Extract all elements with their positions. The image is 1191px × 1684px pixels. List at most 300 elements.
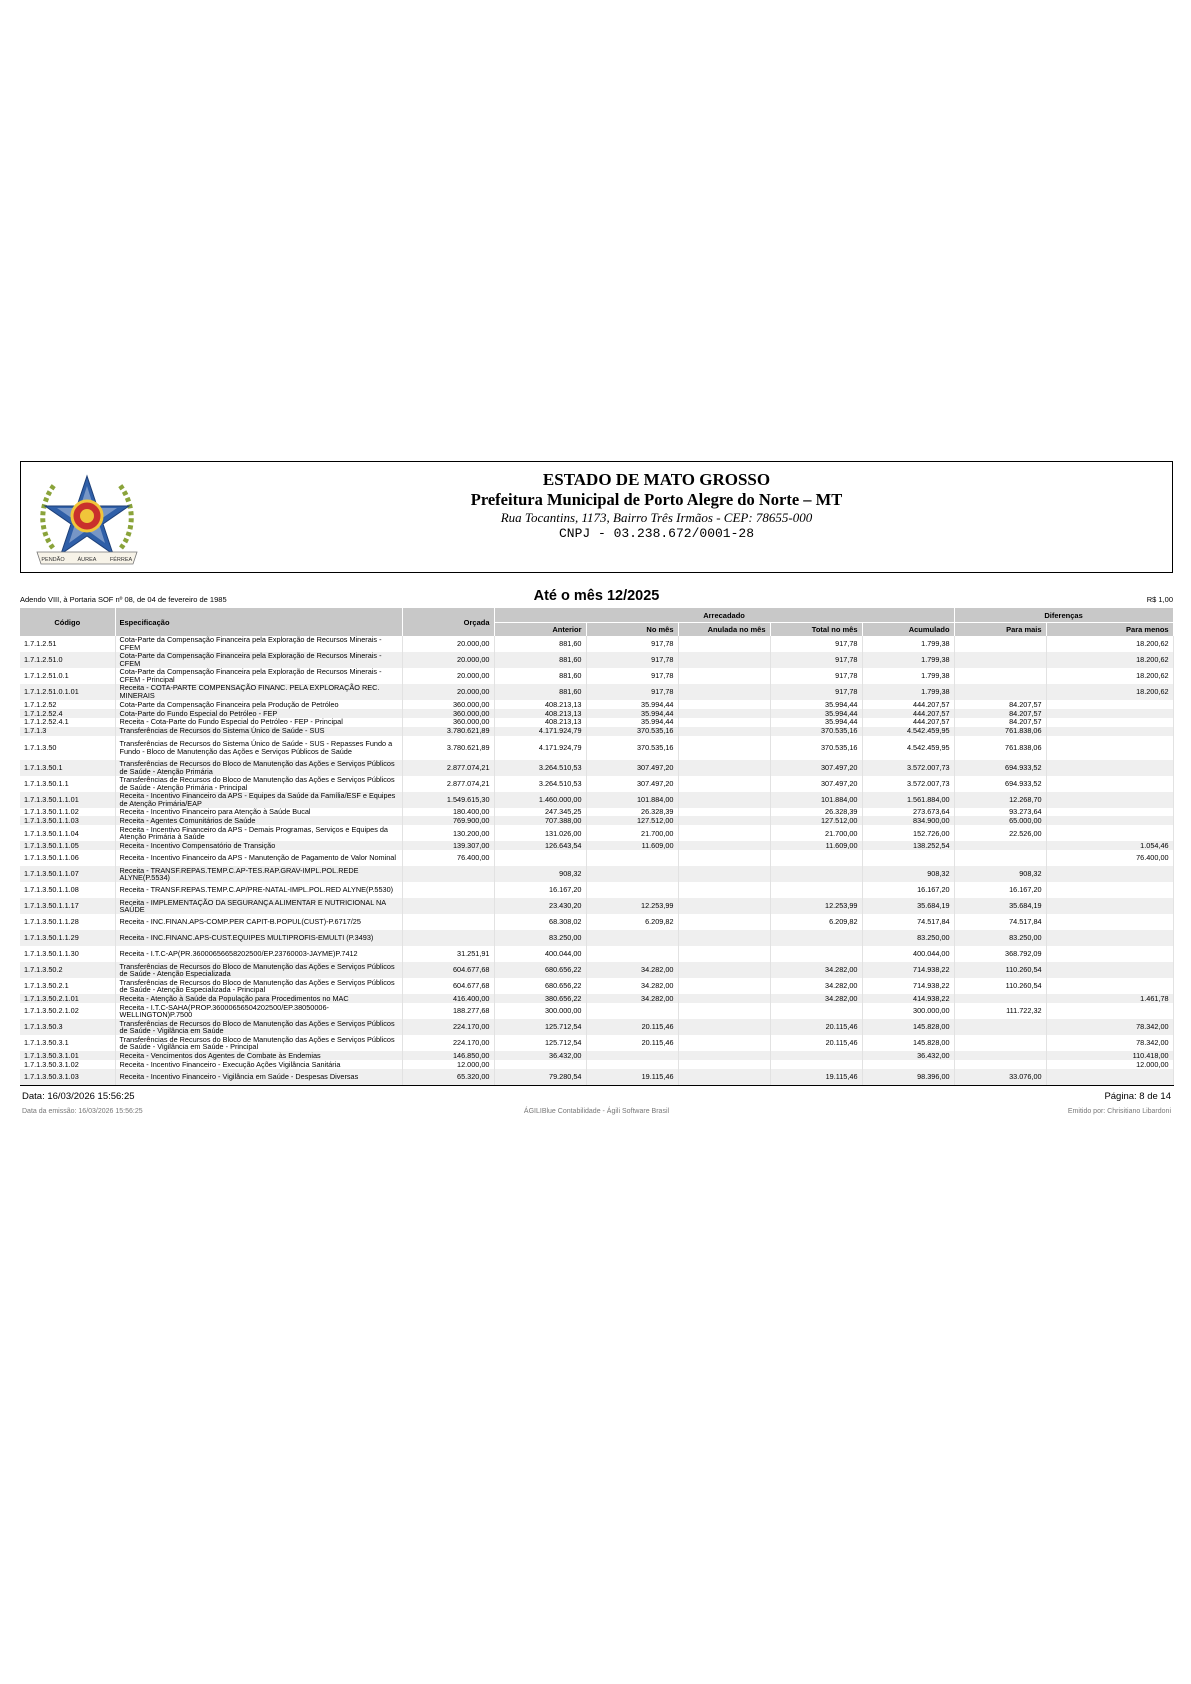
cell-anulada-no-mes xyxy=(678,776,770,792)
cell-no-mes xyxy=(586,850,678,866)
cell-anterior: 36.432,00 xyxy=(494,1051,586,1060)
table-row xyxy=(20,736,1173,760)
cell-orcada: 188.277,68 xyxy=(402,1003,494,1019)
cell-codigo: 1.7.1.3.50.3.1.01 xyxy=(20,1051,115,1060)
cell-no-mes: 917,78 xyxy=(586,636,678,652)
cell-para-menos xyxy=(1046,808,1173,817)
cell-especificacao: Receita - IMPLEMENTAÇÃO DA SEGURANÇA ALIMENTAR E NUTRICIONAL NA SAÚDE xyxy=(115,898,402,914)
table-row xyxy=(20,882,1173,898)
cell-acumulado: 834.900,00 xyxy=(862,816,954,825)
cell-especificacao: Receita - Cota-Parte do Fundo Especial do Petróleo - FEP - Principal xyxy=(115,718,402,727)
cell-anterior: 83.250,00 xyxy=(494,930,586,946)
cell-para-menos xyxy=(1046,866,1173,882)
cell-codigo: 1.7.1.2.51.0 xyxy=(20,652,115,668)
cell-no-mes: 917,78 xyxy=(586,684,678,700)
cell-para-mais: 84.207,57 xyxy=(954,709,1046,718)
cell-para-mais: 761.838,06 xyxy=(954,727,1046,736)
cell-anterior: 125.712,54 xyxy=(494,1019,586,1035)
cell-total-no-mes xyxy=(770,1051,862,1060)
cell-codigo: 1.7.1.3.50.2.1.01 xyxy=(20,994,115,1003)
cell-orcada: 3.780.621,89 xyxy=(402,736,494,760)
cell-para-mais: 33.076,00 xyxy=(954,1069,1046,1086)
cell-total-no-mes: 370.535,16 xyxy=(770,736,862,760)
cell-anterior: 1.460.000,00 xyxy=(494,792,586,808)
cell-acumulado: 444.207,57 xyxy=(862,709,954,718)
cell-total-no-mes: 35.994,44 xyxy=(770,709,862,718)
table-row xyxy=(20,727,1173,736)
cell-especificacao: Cota-Parte do Fundo Especial do Petróleo - FEP xyxy=(115,709,402,718)
cell-para-mais: 74.517,84 xyxy=(954,914,1046,930)
cell-anterior: 79.280,54 xyxy=(494,1069,586,1086)
cell-orcada xyxy=(402,914,494,930)
cell-anterior: 908,32 xyxy=(494,866,586,882)
cell-codigo: 1.7.1.3.50.2 xyxy=(20,962,115,978)
cell-anterior: 881,60 xyxy=(494,652,586,668)
table-row xyxy=(20,1060,1173,1069)
cell-anterior: 3.264.510,53 xyxy=(494,760,586,776)
cell-no-mes: 6.209,82 xyxy=(586,914,678,930)
cell-total-no-mes: 34.282,00 xyxy=(770,978,862,994)
letterhead xyxy=(20,461,1173,573)
cell-anterior: 881,60 xyxy=(494,668,586,684)
cell-no-mes: 307.497,20 xyxy=(586,760,678,776)
cell-especificacao: Receita - Incentivo Compensatório de Transição xyxy=(115,841,402,850)
cell-especificacao: Receita - COTA-PARTE COMPENSAÇÃO FINANC. PELA EXPLORAÇÃO REC. MINERAIS xyxy=(115,684,402,700)
cell-no-mes: 20.115,46 xyxy=(586,1019,678,1035)
cell-para-mais: 65.000,00 xyxy=(954,816,1046,825)
cell-anulada-no-mes xyxy=(678,1051,770,1060)
cell-no-mes: 101.884,00 xyxy=(586,792,678,808)
cell-especificacao: Cota-Parte da Compensação Financeira pela Produção de Petróleo xyxy=(115,700,402,709)
cell-total-no-mes: 6.209,82 xyxy=(770,914,862,930)
cell-no-mes: 35.994,44 xyxy=(586,700,678,709)
cell-anulada-no-mes xyxy=(678,727,770,736)
table-row xyxy=(20,825,1173,841)
cell-no-mes: 127.512,00 xyxy=(586,816,678,825)
cell-para-menos: 110.418,00 xyxy=(1046,1051,1173,1060)
cell-anterior: 300.000,00 xyxy=(494,1003,586,1019)
cell-anterior: 4.171.924,79 xyxy=(494,736,586,760)
cell-anulada-no-mes xyxy=(678,700,770,709)
cell-total-no-mes xyxy=(770,946,862,962)
cell-anulada-no-mes xyxy=(678,946,770,962)
table-row xyxy=(20,866,1173,882)
cell-no-mes: 370.535,16 xyxy=(586,736,678,760)
cell-acumulado: 400.044,00 xyxy=(862,946,954,962)
cell-para-mais xyxy=(954,1035,1046,1051)
table-row xyxy=(20,684,1173,700)
cell-codigo: 1.7.1.3.50 xyxy=(20,736,115,760)
cell-no-mes: 917,78 xyxy=(586,668,678,684)
cell-no-mes xyxy=(586,882,678,898)
table-row xyxy=(20,850,1173,866)
currency-unit: R$ 1,00 xyxy=(1146,595,1173,604)
cell-orcada xyxy=(402,930,494,946)
cell-para-mais: 84.207,57 xyxy=(954,700,1046,709)
cell-especificacao: Receita - INC.FINANC.APS-CUST.EQUIPES MULTIPROFIS-EMULTI (P.3493) xyxy=(115,930,402,946)
cell-anulada-no-mes xyxy=(678,636,770,652)
cell-para-mais: 908,32 xyxy=(954,866,1046,882)
cell-codigo: 1.7.1.2.52.4.1 xyxy=(20,718,115,727)
cell-orcada: 224.170,00 xyxy=(402,1019,494,1035)
table-row xyxy=(20,1003,1173,1019)
cell-acumulado: 4.542.459,95 xyxy=(862,736,954,760)
cell-orcada: 31.251,91 xyxy=(402,946,494,962)
cell-total-no-mes: 20.115,46 xyxy=(770,1035,862,1051)
cell-no-mes: 307.497,20 xyxy=(586,776,678,792)
cell-orcada: 20.000,00 xyxy=(402,684,494,700)
cell-anulada-no-mes xyxy=(678,1060,770,1069)
table-row xyxy=(20,1019,1173,1035)
table-row xyxy=(20,668,1173,684)
cell-anulada-no-mes xyxy=(678,808,770,817)
cell-anterior xyxy=(494,1060,586,1069)
legal-reference: Adendo VIII, à Portaria SOF nº 08, de 04 de fevereiro de 1985 xyxy=(20,595,227,604)
cell-anterior: 408.213,13 xyxy=(494,709,586,718)
cell-anterior xyxy=(494,850,586,866)
cell-acumulado: 444.207,57 xyxy=(862,718,954,727)
cell-codigo: 1.7.1.3.50.3.1.02 xyxy=(20,1060,115,1069)
cell-orcada: 360.000,00 xyxy=(402,718,494,727)
cell-codigo: 1.7.1.3.50.2.1.02 xyxy=(20,1003,115,1019)
table-row xyxy=(20,978,1173,994)
cell-no-mes: 12.253,99 xyxy=(586,898,678,914)
cell-orcada: 180.400,00 xyxy=(402,808,494,817)
cell-para-menos xyxy=(1046,825,1173,841)
report-page xyxy=(20,461,1173,1118)
cell-para-mais: 110.260,54 xyxy=(954,962,1046,978)
cell-anulada-no-mes xyxy=(678,792,770,808)
cell-acumulado: 152.726,00 xyxy=(862,825,954,841)
cell-no-mes: 11.609,00 xyxy=(586,841,678,850)
cell-para-menos xyxy=(1046,946,1173,962)
cell-codigo: 1.7.1.3.50.1.1.28 xyxy=(20,914,115,930)
cell-para-mais xyxy=(954,652,1046,668)
cell-para-menos: 1.054,46 xyxy=(1046,841,1173,850)
cell-orcada: 224.170,00 xyxy=(402,1035,494,1051)
prefecture-name: Prefeitura Municipal de Porto Alegre do Norte – MT xyxy=(470,490,843,509)
cell-acumulado: 138.252,54 xyxy=(862,841,954,850)
cell-para-mais: 111.722,32 xyxy=(954,1003,1046,1019)
header-no-mes: No mês xyxy=(586,623,678,637)
cell-especificacao: Transferências de Recursos do Bloco de Manutenção das Ações e Serviços Públicos de Saúde - Atenção Especializada - Principal xyxy=(115,978,402,994)
cell-no-mes: 35.994,44 xyxy=(586,718,678,727)
cell-codigo: 1.7.1.3.50.3.1 xyxy=(20,1035,115,1051)
cell-total-no-mes: 917,78 xyxy=(770,668,862,684)
cell-total-no-mes: 35.994,44 xyxy=(770,718,862,727)
footer-date: Data: 16/03/2026 15:56:25 xyxy=(22,1090,135,1102)
cell-total-no-mes: 101.884,00 xyxy=(770,792,862,808)
cell-anterior: 131.026,00 xyxy=(494,825,586,841)
header-anterior: Anterior xyxy=(494,623,586,637)
cell-no-mes: 34.282,00 xyxy=(586,978,678,994)
table-row xyxy=(20,898,1173,914)
table-row xyxy=(20,652,1173,668)
cell-especificacao: Transferências de Recursos do Sistema Único de Saúde - SUS xyxy=(115,727,402,736)
cell-para-mais xyxy=(954,1051,1046,1060)
cell-anterior: 680.656,22 xyxy=(494,978,586,994)
cell-anulada-no-mes xyxy=(678,709,770,718)
cell-codigo: 1.7.1.3.50.2.1 xyxy=(20,978,115,994)
report-period: Até o mês 12/2025 xyxy=(533,588,660,604)
cell-anulada-no-mes xyxy=(678,816,770,825)
cell-anterior: 408.213,13 xyxy=(494,700,586,709)
table-row xyxy=(20,946,1173,962)
cell-anterior: 126.643,54 xyxy=(494,841,586,850)
cell-especificacao: Receita - I.T.C-AP(PR.36000656658202500/EP.23760003-JAYME)P.7412 xyxy=(115,946,402,962)
cell-orcada: 416.400,00 xyxy=(402,994,494,1003)
cell-para-menos: 1.461,78 xyxy=(1046,994,1173,1003)
cell-para-menos xyxy=(1046,792,1173,808)
cell-no-mes xyxy=(586,930,678,946)
cell-codigo: 1.7.1.2.51.0.1 xyxy=(20,668,115,684)
header-total-no-mes: Total no mês xyxy=(770,623,862,637)
cell-anulada-no-mes xyxy=(678,994,770,1003)
cell-especificacao: Transferências de Recursos do Bloco de Manutenção das Ações e Serviços Públicos de Saúde - Vigilância em Saúde - Principal xyxy=(115,1035,402,1051)
cell-anulada-no-mes xyxy=(678,841,770,850)
cell-para-menos xyxy=(1046,718,1173,727)
cell-acumulado xyxy=(862,1060,954,1069)
cell-anterior: 125.712,54 xyxy=(494,1035,586,1051)
cell-no-mes: 21.700,00 xyxy=(586,825,678,841)
table-row xyxy=(20,914,1173,930)
cell-especificacao: Receita - INC.FINAN.APS-COMP.PER CAPIT-B.POPUL(CUST)-P.6717/25 xyxy=(115,914,402,930)
cell-acumulado: 1.799,38 xyxy=(862,636,954,652)
header-acumulado: Acumulado xyxy=(862,623,954,637)
cell-acumulado: 300.000,00 xyxy=(862,1003,954,1019)
cell-total-no-mes xyxy=(770,1060,862,1069)
cell-especificacao: Transferências de Recursos do Sistema Único de Saúde - SUS - Repasses Fundo a Fundo - Bloco de Manutenção das Ações e Serviços Públicos de Saúde xyxy=(115,736,402,760)
prefecture-cnpj: CNPJ - 03.238.672/0001-28 xyxy=(558,526,755,541)
table-row xyxy=(20,792,1173,808)
table-row xyxy=(20,636,1173,652)
cell-no-mes: 26.328,39 xyxy=(586,808,678,817)
cell-anterior: 400.044,00 xyxy=(494,946,586,962)
cell-para-menos xyxy=(1046,898,1173,914)
cell-no-mes: 34.282,00 xyxy=(586,994,678,1003)
cell-para-menos xyxy=(1046,760,1173,776)
cell-anterior: 680.656,22 xyxy=(494,962,586,978)
cell-total-no-mes: 917,78 xyxy=(770,636,862,652)
cell-codigo: 1.7.1.3.50.1.1.03 xyxy=(20,816,115,825)
cell-codigo: 1.7.1.3.50.3.1.03 xyxy=(20,1069,115,1086)
cell-para-menos: 76.400,00 xyxy=(1046,850,1173,866)
cell-para-menos xyxy=(1046,727,1173,736)
cell-total-no-mes: 127.512,00 xyxy=(770,816,862,825)
emblem-motto-2: ÁUREA xyxy=(77,557,97,563)
cell-acumulado: 16.167,20 xyxy=(862,882,954,898)
cell-anulada-no-mes xyxy=(678,898,770,914)
cell-anulada-no-mes xyxy=(678,866,770,882)
cell-acumulado: 1.561.884,00 xyxy=(862,792,954,808)
cell-especificacao: Receita - TRANSF.REPAS.TEMP.C.AP-TES.RAP.GRAV-IMPL.POL.REDE ALYNE(P.5534) xyxy=(115,866,402,882)
cell-orcada: 360.000,00 xyxy=(402,709,494,718)
cell-total-no-mes: 21.700,00 xyxy=(770,825,862,841)
cell-anulada-no-mes xyxy=(678,652,770,668)
cell-anterior: 881,60 xyxy=(494,684,586,700)
table-row xyxy=(20,841,1173,850)
page-number: Página: 8 de 14 xyxy=(1104,1090,1171,1102)
cell-para-menos xyxy=(1046,962,1173,978)
cell-acumulado: 1.799,38 xyxy=(862,652,954,668)
cell-no-mes: 370.535,16 xyxy=(586,727,678,736)
cell-orcada: 20.000,00 xyxy=(402,668,494,684)
cell-acumulado: 145.828,00 xyxy=(862,1019,954,1035)
cell-especificacao: Transferências de Recursos do Bloco de Manutenção das Ações e Serviços Públicos de Saúde - Atenção Primária xyxy=(115,760,402,776)
cell-total-no-mes: 11.609,00 xyxy=(770,841,862,850)
cell-orcada xyxy=(402,898,494,914)
cell-para-mais: 694.933,52 xyxy=(954,776,1046,792)
issued-by: Emitido por: Chrisitiano Libardoni xyxy=(1067,1107,1171,1115)
cell-total-no-mes xyxy=(770,930,862,946)
cell-orcada: 769.900,00 xyxy=(402,816,494,825)
cell-codigo: 1.7.1.2.51.0.1.01 xyxy=(20,684,115,700)
cell-total-no-mes: 370.535,16 xyxy=(770,727,862,736)
cell-para-menos xyxy=(1046,1003,1173,1019)
cell-para-mais: 35.684,19 xyxy=(954,898,1046,914)
cell-anterior: 408.213,13 xyxy=(494,718,586,727)
cell-codigo: 1.7.1.3.50.1.1.17 xyxy=(20,898,115,914)
cell-especificacao: Receita - Incentivo Financeiro da APS - Manutenção de Pagamento de Valor Nominal xyxy=(115,850,402,866)
cell-acumulado: 3.572.007,73 xyxy=(862,760,954,776)
cell-especificacao: Cota-Parte da Compensação Financeira pela Exploração de Recursos Minerais - CFEM xyxy=(115,652,402,668)
header-anulada-no-mes: Anulada no mês xyxy=(678,623,770,637)
cell-anulada-no-mes xyxy=(678,978,770,994)
cell-anterior: 881,60 xyxy=(494,636,586,652)
cell-anulada-no-mes xyxy=(678,914,770,930)
cell-para-menos: 18.200,62 xyxy=(1046,668,1173,684)
cell-orcada: 2.877.074,21 xyxy=(402,776,494,792)
cell-para-mais: 22.526,00 xyxy=(954,825,1046,841)
cell-acumulado: 35.684,19 xyxy=(862,898,954,914)
cell-especificacao: Receita - Incentivo Financeiro da APS - Demais Programas, Serviços e Equipes da Atenção Primária à Saúde xyxy=(115,825,402,841)
cell-orcada: 20.000,00 xyxy=(402,636,494,652)
header-codigo: Código xyxy=(20,608,115,636)
cell-anterior: 16.167,20 xyxy=(494,882,586,898)
cell-para-menos xyxy=(1046,978,1173,994)
cell-anulada-no-mes xyxy=(678,1069,770,1086)
cell-codigo: 1.7.1.3 xyxy=(20,727,115,736)
letterhead-text xyxy=(141,470,1172,542)
cell-orcada: 139.307,00 xyxy=(402,841,494,850)
cell-anulada-no-mes xyxy=(678,1019,770,1035)
cell-codigo: 1.7.1.2.51 xyxy=(20,636,115,652)
cell-especificacao: Receita - Atenção à Saúde da População para Procedimentos no MAC xyxy=(115,994,402,1003)
header-para-menos: Para menos xyxy=(1046,623,1173,637)
cell-total-no-mes xyxy=(770,882,862,898)
cell-codigo: 1.7.1.3.50.1.1.08 xyxy=(20,882,115,898)
cell-codigo: 1.7.1.2.52.4 xyxy=(20,709,115,718)
header-para-mais: Para mais xyxy=(954,623,1046,637)
cell-anulada-no-mes xyxy=(678,718,770,727)
table-row xyxy=(20,962,1173,978)
cell-para-mais xyxy=(954,850,1046,866)
cell-codigo: 1.7.1.3.50.1.1 xyxy=(20,776,115,792)
revenue-table xyxy=(20,608,1174,1086)
table-row xyxy=(20,930,1173,946)
cell-total-no-mes xyxy=(770,866,862,882)
footer-meta xyxy=(20,1106,1173,1118)
cell-para-mais: 368.792,09 xyxy=(954,946,1046,962)
cell-especificacao: Cota-Parte da Compensação Financeira pela Exploração de Recursos Minerais - CFEM - Principal xyxy=(115,668,402,684)
cell-para-menos: 18.200,62 xyxy=(1046,684,1173,700)
cell-total-no-mes: 917,78 xyxy=(770,684,862,700)
cell-anterior: 380.656,22 xyxy=(494,994,586,1003)
table-row xyxy=(20,1051,1173,1060)
cell-codigo: 1.7.1.3.50.1.1.02 xyxy=(20,808,115,817)
cell-para-menos xyxy=(1046,816,1173,825)
cell-para-mais xyxy=(954,841,1046,850)
table-row xyxy=(20,1069,1173,1086)
cell-especificacao: Receita - Incentivo Financeiro da APS - Equipes da Saúde da Família/ESF e Equipes de Atenção Primária/EAP xyxy=(115,792,402,808)
cell-para-mais: 83.250,00 xyxy=(954,930,1046,946)
municipal-emblem-icon xyxy=(31,470,143,566)
cell-para-menos xyxy=(1046,709,1173,718)
cell-para-mais xyxy=(954,1060,1046,1069)
prefecture-address: Rua Tocantins, 1173, Bairro Três Irmãos - CEP: 78655-000 xyxy=(500,510,813,525)
cell-codigo: 1.7.1.3.50.1.1.29 xyxy=(20,930,115,946)
table-row xyxy=(20,816,1173,825)
cell-no-mes: 35.994,44 xyxy=(586,709,678,718)
cell-orcada: 604.677,68 xyxy=(402,962,494,978)
cell-codigo: 1.7.1.3.50.1 xyxy=(20,760,115,776)
cell-total-no-mes: 307.497,20 xyxy=(770,760,862,776)
cell-anterior: 68.308,02 xyxy=(494,914,586,930)
cell-especificacao: Receita - Incentivo Financeiro - Execução Ações Vigilância Sanitária xyxy=(115,1060,402,1069)
cell-para-menos xyxy=(1046,882,1173,898)
table-row xyxy=(20,700,1173,709)
header-especificacao: Especificação xyxy=(115,608,402,636)
cell-anulada-no-mes xyxy=(678,760,770,776)
cell-anulada-no-mes xyxy=(678,736,770,760)
cell-acumulado: 4.542.459,95 xyxy=(862,727,954,736)
cell-acumulado: 714.938,22 xyxy=(862,978,954,994)
cell-para-menos xyxy=(1046,930,1173,946)
cell-acumulado: 98.396,00 xyxy=(862,1069,954,1086)
cell-para-mais xyxy=(954,994,1046,1003)
state-name: ESTADO DE MATO GROSSO xyxy=(542,470,771,489)
cell-para-mais xyxy=(954,1019,1046,1035)
cell-codigo: 1.7.1.3.50.1.1.06 xyxy=(20,850,115,866)
cell-orcada: 12.000,00 xyxy=(402,1060,494,1069)
emblem-motto-1: PENDÃO xyxy=(41,557,65,563)
report-subheader xyxy=(20,586,1173,608)
cell-total-no-mes xyxy=(770,850,862,866)
cell-total-no-mes: 20.115,46 xyxy=(770,1019,862,1035)
cell-para-mais xyxy=(954,684,1046,700)
cell-anulada-no-mes xyxy=(678,825,770,841)
cell-no-mes xyxy=(586,1003,678,1019)
cell-para-mais xyxy=(954,636,1046,652)
cell-anterior: 4.171.924,79 xyxy=(494,727,586,736)
cell-especificacao: Transferências de Recursos do Bloco de Manutenção das Ações e Serviços Públicos de Saúde - Atenção Especializada xyxy=(115,962,402,978)
cell-codigo: 1.7.1.3.50.1.1.30 xyxy=(20,946,115,962)
cell-anulada-no-mes xyxy=(678,1003,770,1019)
cell-para-mais: 16.167,20 xyxy=(954,882,1046,898)
cell-especificacao: Receita - Incentivo Financeiro para Atenção à Saúde Bucal xyxy=(115,808,402,817)
cell-codigo: 1.7.1.2.52 xyxy=(20,700,115,709)
cell-orcada: 2.877.074,21 xyxy=(402,760,494,776)
cell-especificacao: Receita - I.T.C-SAHA(PROP.36000656504202500/EP.38050006-WELLINGTON)P.7500 xyxy=(115,1003,402,1019)
table-row xyxy=(20,994,1173,1003)
cell-para-menos xyxy=(1046,700,1173,709)
cell-orcada: 1.549.615,30 xyxy=(402,792,494,808)
cell-para-menos: 78.342,00 xyxy=(1046,1019,1173,1035)
cell-acumulado: 83.250,00 xyxy=(862,930,954,946)
cell-para-mais: 93.273,64 xyxy=(954,808,1046,817)
header-arrecadado: Arrecadado xyxy=(494,608,954,623)
cell-para-menos xyxy=(1046,1069,1173,1086)
